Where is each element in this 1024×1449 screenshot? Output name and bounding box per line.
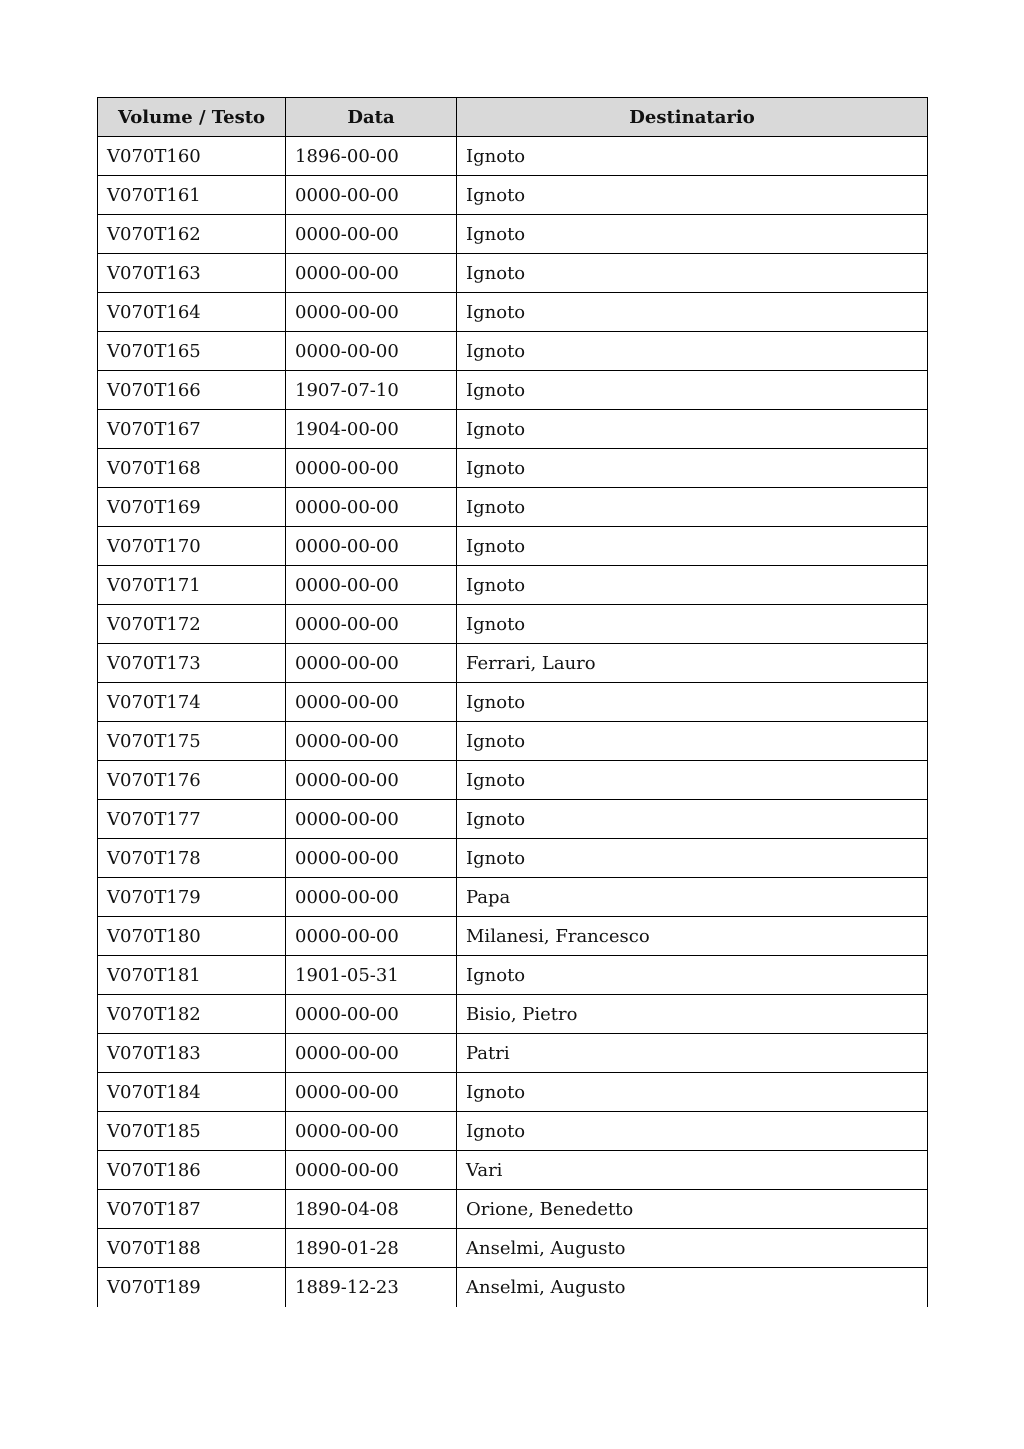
cell-destinatario: Ignoto [457, 956, 928, 995]
cell-volume-testo: V070T176 [98, 761, 286, 800]
cell-volume-testo: V070T185 [98, 1112, 286, 1151]
cell-destinatario: Ignoto [457, 722, 928, 761]
cell-volume-testo: V070T161 [98, 176, 286, 215]
document-table-container [97, 97, 927, 1307]
cell-volume-testo: V070T169 [98, 488, 286, 527]
cell-destinatario: Ignoto [457, 293, 928, 332]
cell-data: 0000-00-00 [286, 332, 457, 371]
cell-data: 0000-00-00 [286, 605, 457, 644]
cell-destinatario: Ignoto [457, 1112, 928, 1151]
cell-volume-testo: V070T184 [98, 1073, 286, 1112]
table-row [98, 683, 928, 722]
cell-volume-testo: V070T180 [98, 917, 286, 956]
cell-destinatario: Anselmi, Augusto [457, 1229, 928, 1268]
cell-destinatario: Ignoto [457, 449, 928, 488]
cell-volume-testo: V070T171 [98, 566, 286, 605]
cell-data: 0000-00-00 [286, 995, 457, 1034]
cell-data: 0000-00-00 [286, 1034, 457, 1073]
cell-data: 1890-04-08 [286, 1190, 457, 1229]
cell-volume-testo: V070T165 [98, 332, 286, 371]
cell-data: 0000-00-00 [286, 215, 457, 254]
cell-data: 0000-00-00 [286, 449, 457, 488]
cell-data: 0000-00-00 [286, 488, 457, 527]
header-row [98, 98, 928, 137]
cell-data: 1889-12-23 [286, 1268, 457, 1307]
cell-destinatario: Milanesi, Francesco [457, 917, 928, 956]
table-row [98, 1073, 928, 1112]
cell-data: 0000-00-00 [286, 566, 457, 605]
table-row [98, 839, 928, 878]
cell-data: 0000-00-00 [286, 1112, 457, 1151]
cell-volume-testo: V070T177 [98, 800, 286, 839]
cell-volume-testo: V070T160 [98, 137, 286, 176]
cell-data: 0000-00-00 [286, 644, 457, 683]
table-row [98, 995, 928, 1034]
table-row [98, 371, 928, 410]
table-row [98, 293, 928, 332]
cell-data: 0000-00-00 [286, 839, 457, 878]
cell-destinatario: Ignoto [457, 410, 928, 449]
cell-volume-testo: V070T166 [98, 371, 286, 410]
cell-volume-testo: V070T186 [98, 1151, 286, 1190]
table-row [98, 1190, 928, 1229]
cell-destinatario: Ignoto [457, 566, 928, 605]
cell-data: 0000-00-00 [286, 1151, 457, 1190]
cell-destinatario: Ignoto [457, 176, 928, 215]
table-row [98, 956, 928, 995]
cell-data: 1890-01-28 [286, 1229, 457, 1268]
cell-volume-testo: V070T183 [98, 1034, 286, 1073]
cell-data: 0000-00-00 [286, 176, 457, 215]
table-row [98, 917, 928, 956]
cell-volume-testo: V070T178 [98, 839, 286, 878]
cell-destinatario: Ignoto [457, 332, 928, 371]
header-destinatario: Destinatario [457, 98, 928, 137]
table-row [98, 722, 928, 761]
table-header [98, 98, 928, 137]
cell-destinatario: Papa [457, 878, 928, 917]
cell-volume-testo: V070T168 [98, 449, 286, 488]
table-row [98, 605, 928, 644]
cell-destinatario: Bisio, Pietro [457, 995, 928, 1034]
table-row [98, 176, 928, 215]
cell-data: 0000-00-00 [286, 761, 457, 800]
cell-destinatario: Patri [457, 1034, 928, 1073]
cell-destinatario: Ignoto [457, 1073, 928, 1112]
table-row [98, 254, 928, 293]
table-row [98, 1034, 928, 1073]
cell-destinatario: Ferrari, Lauro [457, 644, 928, 683]
cell-volume-testo: V070T175 [98, 722, 286, 761]
cell-destinatario: Ignoto [457, 800, 928, 839]
table-row [98, 800, 928, 839]
cell-destinatario: Ignoto [457, 683, 928, 722]
table-row [98, 644, 928, 683]
cell-data: 1904-00-00 [286, 410, 457, 449]
cell-data: 1901-05-31 [286, 956, 457, 995]
table-row [98, 1112, 928, 1151]
cell-data: 0000-00-00 [286, 293, 457, 332]
table-row [98, 566, 928, 605]
cell-data: 1907-07-10 [286, 371, 457, 410]
cell-volume-testo: V070T167 [98, 410, 286, 449]
cell-data: 0000-00-00 [286, 683, 457, 722]
cell-volume-testo: V070T162 [98, 215, 286, 254]
cell-destinatario: Ignoto [457, 137, 928, 176]
cell-destinatario: Ignoto [457, 527, 928, 566]
cell-destinatario: Ignoto [457, 371, 928, 410]
table-row [98, 1229, 928, 1268]
table-row [98, 215, 928, 254]
cell-volume-testo: V070T164 [98, 293, 286, 332]
table-row [98, 1151, 928, 1190]
cell-destinatario: Ignoto [457, 254, 928, 293]
cell-volume-testo: V070T187 [98, 1190, 286, 1229]
cell-data: 0000-00-00 [286, 527, 457, 566]
table-row [98, 449, 928, 488]
table-row [98, 761, 928, 800]
cell-data: 0000-00-00 [286, 917, 457, 956]
cell-volume-testo: V070T189 [98, 1268, 286, 1307]
header-data: Data [286, 98, 457, 137]
cell-destinatario: Ignoto [457, 488, 928, 527]
cell-volume-testo: V070T172 [98, 605, 286, 644]
cell-volume-testo: V070T182 [98, 995, 286, 1034]
cell-data: 0000-00-00 [286, 800, 457, 839]
table-row [98, 137, 928, 176]
table-row [98, 1268, 928, 1307]
cell-data: 0000-00-00 [286, 1073, 457, 1112]
cell-data: 0000-00-00 [286, 878, 457, 917]
cell-destinatario: Ignoto [457, 839, 928, 878]
cell-volume-testo: V070T174 [98, 683, 286, 722]
cell-destinatario: Ignoto [457, 761, 928, 800]
cell-volume-testo: V070T179 [98, 878, 286, 917]
cell-volume-testo: V070T163 [98, 254, 286, 293]
cell-destinatario: Vari [457, 1151, 928, 1190]
table-row [98, 488, 928, 527]
cell-volume-testo: V070T181 [98, 956, 286, 995]
table-body [98, 137, 928, 1307]
letters-table [97, 97, 928, 1307]
cell-destinatario: Ignoto [457, 605, 928, 644]
cell-destinatario: Orione, Benedetto [457, 1190, 928, 1229]
cell-data: 0000-00-00 [286, 722, 457, 761]
cell-volume-testo: V070T170 [98, 527, 286, 566]
cell-volume-testo: V070T188 [98, 1229, 286, 1268]
cell-data: 0000-00-00 [286, 254, 457, 293]
table-row [98, 878, 928, 917]
cell-data: 1896-00-00 [286, 137, 457, 176]
table-row [98, 410, 928, 449]
cell-destinatario: Anselmi, Augusto [457, 1268, 928, 1307]
header-volume-testo: Volume / Testo [98, 98, 286, 137]
table-row [98, 527, 928, 566]
table-row [98, 332, 928, 371]
cell-destinatario: Ignoto [457, 215, 928, 254]
cell-volume-testo: V070T173 [98, 644, 286, 683]
